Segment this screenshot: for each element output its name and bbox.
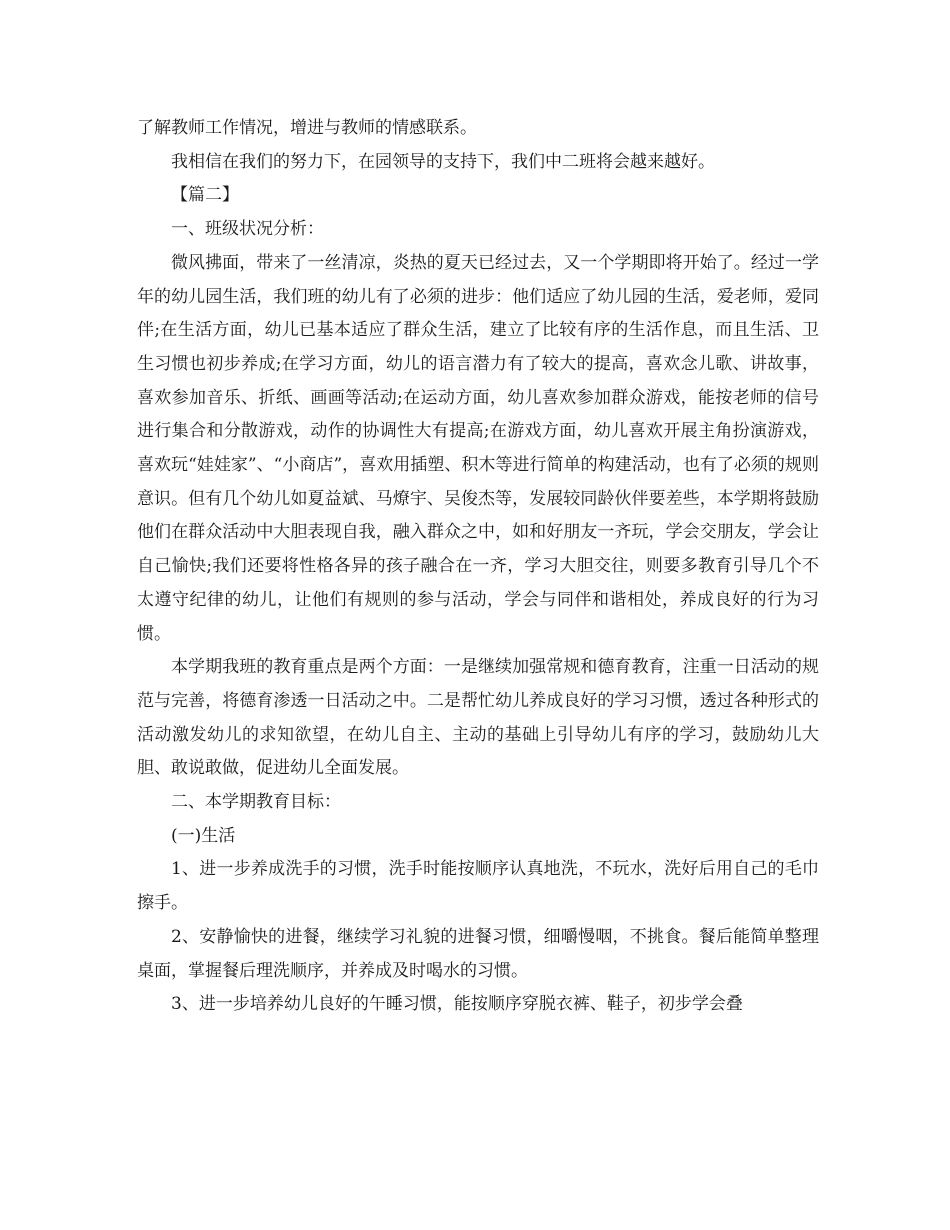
list-item: 2、安静愉快的进餐，继续学习礼貌的进餐习惯，细嚼慢咽，不挑食。餐后能简单整理桌面，掌握餐后理洗顺序，并养成及时喝水的习惯。 xyxy=(137,926,819,981)
paragraph: 我相信在我们的努力下，在园领导的支持下，我们中二班将会越来越好。 xyxy=(171,151,715,172)
section-heading: 一、班级状况分析： xyxy=(171,219,324,240)
subsection-heading: (一)生活 xyxy=(171,825,236,846)
list-item: 3、进一步培养幼儿良好的午睡习惯，能按顺序穿脱衣裤、鞋子，初步学会叠 xyxy=(171,994,743,1015)
section-heading: 【篇二】 xyxy=(171,185,239,206)
document-body xyxy=(137,112,819,1022)
paragraph: 本学期我班的教育重点是两个方面：一是继续加强常规和德育教育，注重一日活动的规范与完善，将德育渗透一日活动之中。二是帮忙幼儿养成良好的学习习惯，透过各种形式的活动激发幼儿的求知欲望，在幼儿自主、主动的基础上引导幼儿有序的学习，鼓励幼儿大胆、敢说敢做，促进幼儿全面发展。 xyxy=(137,657,819,779)
section-heading: 二、本学期教育目标： xyxy=(171,792,341,813)
list-item: 1、进一步养成洗手的习惯，洗手时能按顺序认真地洗，不玩水，洗好后用自己的毛巾擦手。 xyxy=(137,859,819,914)
paragraph: 了解教师工作情况，增进与教师的情感联系。 xyxy=(137,118,477,138)
paragraph: 微风拂面，带来了一丝清凉，炎热的夏天已经过去，又一个学期即将开始了。经过一学年的幼儿园生活，我们班的幼儿有了必须的进步：他们适应了幼儿园的生活，爱老师，爱同伴;在生活方面，幼儿已基本适应了群众生活，建立了比较有序的生活作息，而且生活、卫生习惯也初步养成;在学习方面，幼儿的语言潜力有了较大的提高，喜欢念儿歌、讲故事，喜欢参加音乐、折纸、画画等活动;在运动方面，幼儿喜欢参加群众游戏，能按老师的信号进行集合和分散游戏，动作的协调性大有提高;在游戏方面，幼儿喜欢开展主角扮演游戏，喜欢玩“娃娃家”、“小商店”，喜欢用插塑、积木等进行简单的构建活动，也有了必须的规则意识。但有几个幼儿如夏益斌、马燎宇、吴俊杰等，发展较同龄伙伴要差些，本学期将鼓励他们在群众活动中大胆表现自我，融入群众之中，如和好朋友一齐玩，学会交朋友，学会让自己愉快;我们还要将性格各异的孩子融合在一齐，学习大胆交往，则要多教育引导几个不太遵守纪律的幼儿，让他们有规则的参与活动，学会与同伴和谐相处，养成良好的行为习惯。 xyxy=(137,252,819,644)
